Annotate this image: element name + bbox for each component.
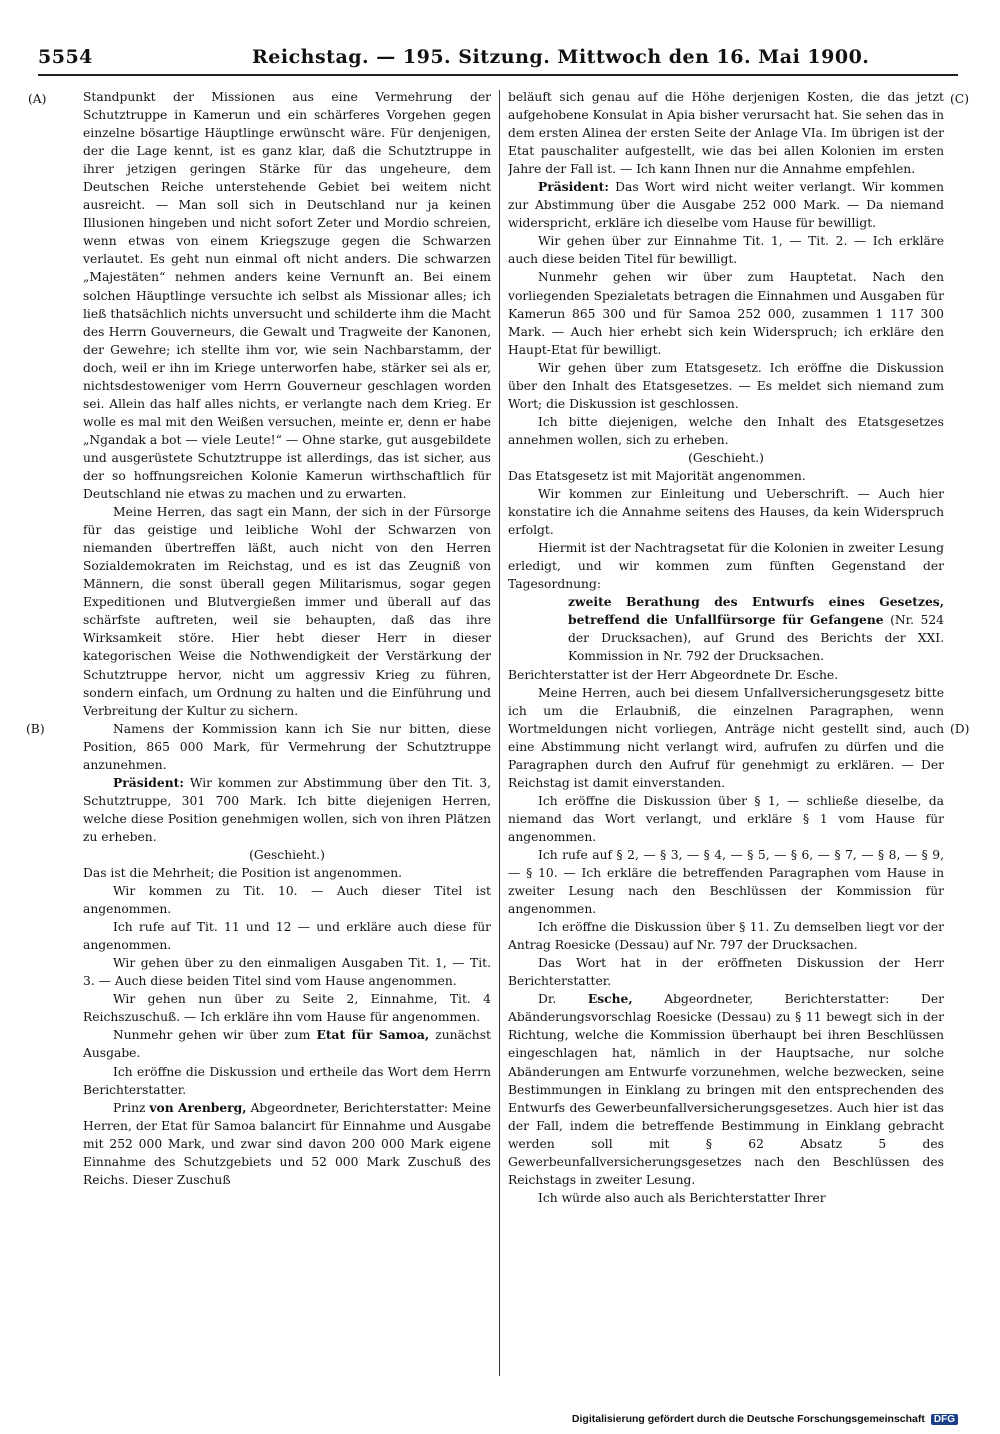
paragraph: Wir gehen über zum Etatsgesetz. Ich eröffne die Diskussion über den Inhalt des Etatsgesetzes. — Es meldet sich niemand zum Wort; die Diskussion ist geschlossen. — [508, 360, 944, 411]
text-run: zunächst Ausgabe. — [83, 1028, 491, 1061]
margin-mark-b: (B) — [26, 722, 45, 736]
paragraph: Namens der Kommission kann ich Sie nur bitten, diese Position, 865 000 Mark, für Vermehrung der Schutztruppe anzunehmen. — [83, 721, 491, 772]
page-number: 5554 — [38, 46, 93, 68]
paragraph: Wir gehen über zu den einmaligen Ausgaben Tit. 1, — Tit. 3. — Auch diese beiden Titel sind vom Hause angenommen. — [83, 956, 491, 989]
speech-text: Abgeordneter, Berichterstatter: Der Abänderungsvorschlag Roesicke (Dessau) zu § 11 bewegt sich in der Richtung, welche die Kommission überhaupt bei ihren Beschlüssen eingeschlagen hat, nämlich in der Hauptsache, nur solche Abänderungen am Entwurfe vorzunehmen, welche bezwecken, seine Bestimmungen in Einklang zu bringen mit den entsprechenden des Entwurfs des Gewerbeunfallversicherungsgesetzes. Auch hier ist das der Fall, indem die betreffende Bestimmung in Einklang gebracht werden soll mit § 62 Absatz 5 des Gewerbeunfallversicherungsgesetzes nach den Beschlüssen des Reichstags in zweiter Lesung. — [508, 992, 944, 1187]
paragraph: Standpunkt der Missionen aus eine Vermehrung der Schutztruppe in Kamerun und ein schärferes Vorgehen gegen einzelne bösartige Häuptlinge erwünscht wäre. Für denjenigen, der die Lage kennt, ist es ganz klar, daß die Schutztruppe in ihrer jetzigen geringen Stärke für das ungeheure, dem Deutschen Reiche unterstehende Gebiet bei weitem nicht ausreicht. — Man soll sich in Deutschland nur ja keinen Illusionen hingeben und nicht sofort Zeter und Mordio schreien, wenn etwas von einem Kriegszuge gegen die Schwarzen verlautet. Es geht nun einmal oft nicht anders. Die schwarzen „Majestäten“ nehmen anders keine Vernunft an. Bei einem solchen Häuptlinge versuchte ich selbst als Missionar alles; ich ließ thatsächlich nichts unversucht und schilderte ihm die Macht des Herrn Gouverneurs, die Gewalt und Tragweite der Kanonen, der Gewehre; ich stellte ihm vor, wie sein Nachbarstamm, der doch, weil er ihn im Kriege unterworfen habe, stärker sei als er, nichtsdestoweniger vom Herrn Gouverneur geschlagen worden sei. Allein das half alles nichts, er verlangte nach dem Krieg. Er wolle es mal mit den Weißen versuchen, meinte er, denn er habe „Ngandak a bot — viele Leute!“ — Ohne starke, gut ausgebildete und ausgerüstete Schutztruppe ist allerdings, das ist sicher, aus der so hoffnungsreichen Kolonie Kamerun wirthschaftlich für Deutschland nie etwas zu machen und zu erwarten. — [83, 90, 491, 502]
paragraph: Ich bitte diejenigen, welche den Inhalt des Etatsgesetzes annehmen wollen, sich zu erheben. — [508, 414, 944, 447]
agenda-item: Etat für Samoa, — [316, 1027, 430, 1043]
page-title: Reichstag. — 195. Sitzung. Mittwoch den 16. Mai 1900. — [252, 46, 870, 68]
dfg-logo: DFG — [931, 1414, 958, 1425]
text-run: Dr. — [538, 992, 557, 1007]
margin-mark-d: (D) — [950, 722, 970, 736]
paragraph: Ich rufe auf Tit. 11 und 12 — und erkläre auch diese für angenommen. — [83, 920, 491, 953]
paragraph: Das Etatsgesetz ist mit Majorität angenommen. — [508, 468, 806, 483]
paragraph: Nunmehr gehen wir über zum Hauptetat. Nach den vorliegenden Spezialetats betragen die Einnahmen und Ausgaben für Kamerun 865 300 und für Samoa 252 000, zusammen 1 117 300 Mark. — Auch hier erhebt sich kein Widerspruch; ich erkläre den Haupt-Etat für bewilligt. — [508, 270, 944, 357]
paragraph — [83, 1099, 491, 1189]
digitization-footer — [572, 1413, 958, 1425]
page-header — [38, 44, 958, 74]
paragraph: Meine Herren, auch bei diesem Unfallversicherungsgesetz bitte ich um die Erlaubniß, die einzelnen Paragraphen, wenn Wortmeldungen nicht vorliegen, Anträge nicht gestellt sind, auch eine Abstimmung nicht verlangt wird, aufrufen zu dürfen und die Paragraphen durch den Aufruf für genehmigt zu erklären. — Der Reichstag ist damit einverstanden. — [508, 685, 944, 790]
paragraph — [508, 178, 944, 232]
paragraph: Das ist die Mehrheit; die Position ist angenommen. — [83, 866, 403, 881]
agenda-title: zweite Berathung des Entwurfs eines Gesetzes, betreffend die Unfallfürsorge für Gefangene — [568, 594, 944, 628]
paragraph: Meine Herren, das sagt ein Mann, der sich in der Fürsorge für das geistige und leibliche Wohl der Schwarzen von niemanden übertreffen läßt, auch nicht von den Herren Sozialdemokraten im Reichstag, und es ist das Zeugniß von Männern, die sonst überall gegen Militarismus, sogar gegen Expeditionen und Blutvergießen immer und überall auf das schärfste auftreten, weil sie behaupten, daß das ihre Wirksamkeit störe. Hier hebt dieser Herr in dieser kategorischen Weise die Nothwendigkeit der Verstärkung der Schutztruppe hervor, nicht um aggressiv Krieg zu führen, sondern einfach, um Ordnung zu halten und die Einführung und Verbreitung der Kultur zu sichern. — [83, 505, 491, 718]
speaker-name: Präsident: — [538, 179, 609, 195]
paragraph — [83, 1026, 491, 1062]
paragraph — [508, 990, 944, 1189]
paragraph: Ich eröffne die Diskussion über § 11. Zu demselben liegt vor der Antrag Roesicke (Dessau) auf Nr. 797 der Drucksachen. — [508, 920, 944, 953]
paragraph: Ich rufe auf § 2, — § 3, — § 4, — § 5, — § 6, — § 7, — § 8, — § 9, — § 10. — Ich erkläre die betreffenden Paragraphen vom Hause in zweiter Lesung nach den Beschlüssen der Kommission für angenommen. — [508, 847, 944, 917]
agenda-item — [508, 593, 944, 665]
left-column — [83, 88, 491, 1378]
paragraph — [83, 774, 491, 846]
stage-direction: (Geschieht.) — [688, 450, 764, 465]
paragraph: beläuft sich genau auf die Höhe derjenigen Kosten, die das jetzt aufgehobene Konsulat in Apia bisher verursacht hat. Sie sehen das in dem ersten Alinea der ersten Seite der Anlage VIa. Im übrigen ist der Etat pauschaliter aufgestellt, wie das bei allen Kolonien im ersten Jahre der Fall ist. — Ich kann Ihnen nur die Annahme empfehlen. — [508, 90, 944, 177]
text-run: (Nr. 524 der Drucksachen), auf Grund des Berichts der XXI. Kommission in Nr. 792 der Drucksachen. — [568, 613, 944, 664]
speech-text: Wir kommen zur Abstimmung über den Tit. 3, Schutztruppe, 301 700 Mark. Ich bitte diejenigen Herren, welche diese Position genehmigen wollen, sich von ihren Plätzen zu erheben. — [83, 775, 491, 844]
margin-mark-c: (C) — [950, 92, 970, 106]
paragraph: Wir kommen zu Tit. 10. — Auch dieser Titel ist angenommen. — [83, 884, 491, 917]
column-divider — [499, 90, 500, 1376]
footer-text: Digitalisierung gefördert durch die Deutsche Forschungsgemeinschaft — [571, 1413, 925, 1425]
text-run: Nunmehr gehen wir über zum — [113, 1028, 311, 1043]
paragraph: Das Wort hat in der eröffneten Diskussion der Herr Berichterstatter. — [508, 956, 944, 989]
speech-text: Das Wort wird nicht weiter verlangt. Wir kommen zur Abstimmung über die Ausgabe 252 000 Mark. — Da niemand widerspricht, erkläre ich dieselbe vom Hause für bewilligt. — [508, 180, 944, 231]
stage-direction: (Geschieht.) — [249, 847, 325, 862]
paragraph: Ich eröffne die Diskussion und ertheile das Wort dem Herrn Berichterstatter. — [83, 1064, 491, 1097]
paragraph: Ich würde also auch als Berichterstatter Ihrer — [538, 1190, 826, 1205]
paragraph: Berichterstatter ist der Herr Abgeordnete Dr. Esche. — [508, 667, 839, 682]
speaker-name: Esche, — [587, 991, 633, 1007]
paragraph: Wir gehen nun über zu Seite 2, Einnahme, Tit. 4 Reichszuschuß. — Ich erkläre ihn vom Hause für angenommen. — [83, 992, 491, 1025]
text-run: Prinz — [113, 1100, 146, 1115]
speech-text: Abgeordneter, Berichterstatter: Meine Herren, der Etat für Samoa balancirt für Einnahme und Ausgabe mit 252 000 Mark, und zwar sind davon 200 000 Mark eigene Einnahme des Schutzgebiets und 52 000 Mark Zuschuß des Reichs. Dieser Zuschuß — [83, 1100, 491, 1187]
paragraph: Wir gehen über zur Einnahme Tit. 1, — Tit. 2. — Ich erkläre auch diese beiden Titel für bewilligt. — [508, 234, 944, 267]
right-column — [508, 88, 944, 1378]
margin-mark-a: (A) — [28, 92, 47, 106]
paragraph: Hiermit ist der Nachtragsetat für die Kolonien in zweiter Lesung erledigt, und wir kommen zum fünften Gegenstand der Tagesordnung: — [508, 541, 944, 592]
paragraph: Ich eröffne die Diskussion über § 1, — schließe dieselbe, da niemand das Wort verlangt, und erkläre § 1 vom Hause für angenommen. — [508, 793, 944, 844]
speaker-name: von Arenberg, — [149, 1099, 247, 1115]
speaker-name: Präsident: — [113, 774, 184, 790]
paragraph: Wir kommen zur Einleitung und Ueberschrift. — Auch hier konstatire ich die Annahme seitens des Hauses, da kein Widerspruch erfolgt. — [508, 487, 944, 538]
header-rule — [38, 74, 958, 76]
